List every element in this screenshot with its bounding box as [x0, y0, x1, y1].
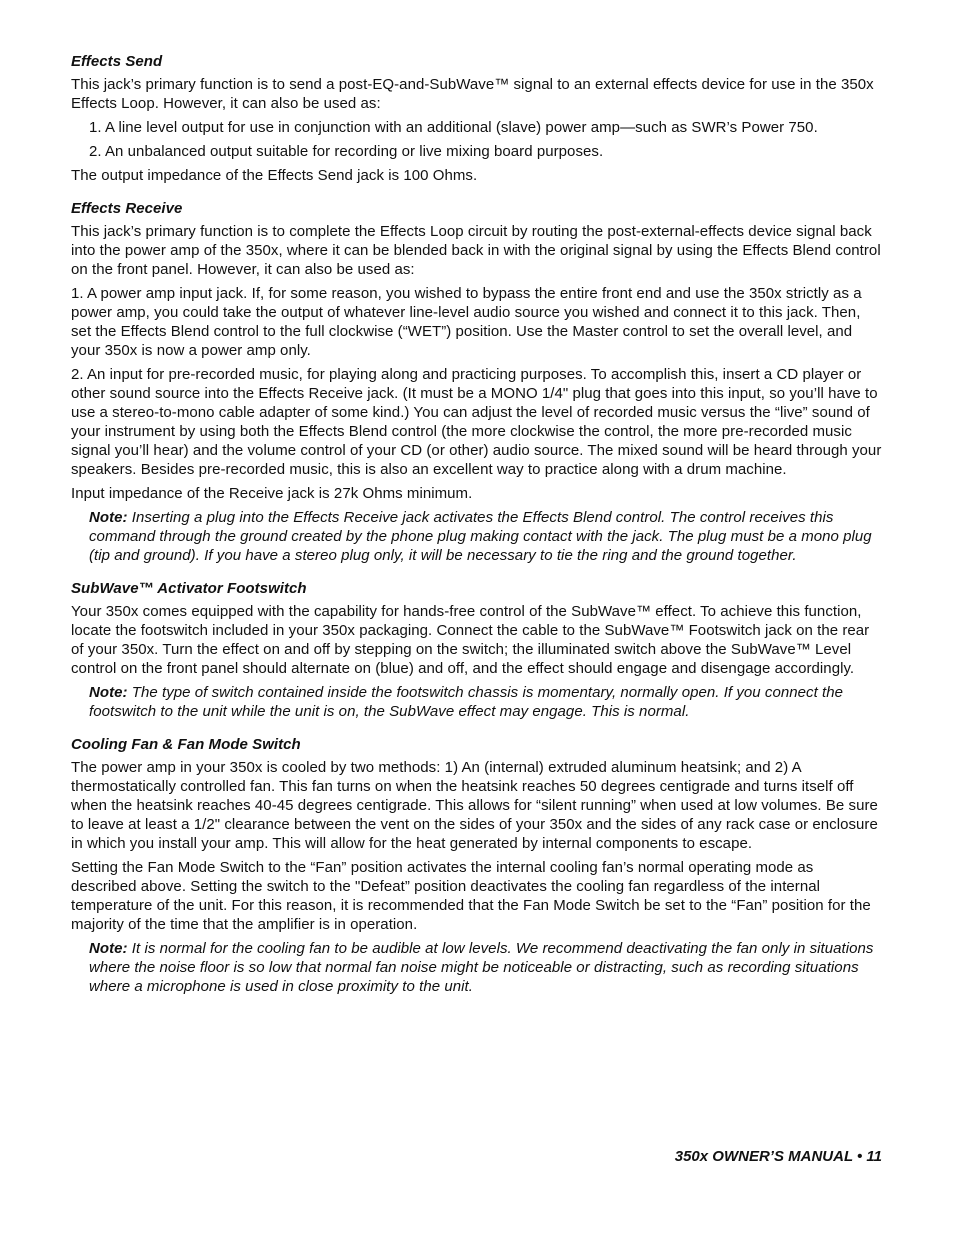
paragraph: This jack’s primary function is to complete the Effects Loop circuit by routing the post-external-effects device signal back into the power amp of the 350x, where it can be blended back in with the original signal by using the Effects Blend control on the front panel. However, it can also be used as:	[71, 223, 881, 278]
paragraph: 1. A power amp input jack. If, for some reason, you wished to bypass the entire front end and use the 350x strictly as a power amp, you could take the output of whatever line-level audio source you wished and connect it to this jack. Then, set the Effects Blend control to the full clockwise (“WET”) position. Use the Master control to set the overall level, and your 350x is now a power amp only.	[71, 285, 862, 359]
list-item: 2. An unbalanced output suitable for recording or live mixing board purposes.	[89, 143, 604, 160]
section-heading: Cooling Fan & Fan Mode Switch	[71, 736, 301, 753]
note-text: It is normal for the cooling fan to be audible at low levels. We recommend deactivating the fan only in situations where the noise floor is so low that normal fan noise might be noticeable or distracting, such as recording situations where a microphone is used in close proximity to the unit.	[89, 940, 874, 995]
paragraph: The output impedance of the Effects Send jack is 100 Ohms.	[71, 167, 478, 184]
section-subwave-footswitch	[71, 579, 883, 721]
note	[71, 939, 883, 996]
list-item: 1. A line level output for use in conjunction with an additional (slave) power amp—such as SWR’s Power 750.	[89, 119, 818, 136]
paragraph: The power amp in your 350x is cooled by two methods: 1) An (internal) extruded aluminum heatsink; and 2) A thermostatically controlled fan. This fan turns on when the heatsink reaches 50 degrees centigrade and turns itself off when the heatsink reaches 40-45 degrees centigrade. This allows for “silent running” when used at low volumes. Be sure to leave at least a 1/2" clearance between the vent on the sides of your 350x and the sides of any rack case or enclosure in which you install your amp. This will allow for the heat generated by internal components to escape.	[71, 759, 878, 852]
paragraph: This jack’s primary function is to send a post-EQ-and-SubWave™ signal to an external effects device for use in the 350x Effects Loop. However, it can also be used as:	[71, 76, 874, 112]
section-effects-receive	[71, 199, 883, 565]
note-label: Note:	[89, 684, 128, 701]
section-heading: Effects Receive	[71, 200, 183, 217]
section-heading: SubWave™ Activator Footswitch	[71, 580, 307, 597]
paragraph: Input impedance of the Receive jack is 27k Ohms minimum.	[71, 485, 473, 502]
paragraph: Setting the Fan Mode Switch to the “Fan” position activates the internal cooling fan’s normal operating mode as described above. Setting the switch to the "Defeat” position deactivates the cooling fan regardless of the internal temperature of the unit. For this reason, it is recommended that the Fan Mode Switch be set to the “Fan” position for the majority of the time that the amplifier is in operation.	[71, 859, 871, 933]
section-effects-send	[71, 52, 883, 185]
paragraph: Your 350x comes equipped with the capability for hands-free control of the SubWave™ effect. To achieve this function, locate the footswitch included in your 350x packaging. Connect the cable to the SubWave™ Footswitch jack on the rear of your 350x. Turn the effect on and off by stepping on the switch; the illuminated switch above the SubWave™ Level control on the front panel should alternate on (blue) and off, and the effect should engage and disengage accordingly.	[71, 603, 870, 677]
note	[71, 683, 883, 721]
note	[71, 508, 883, 565]
page-footer: 350x OWNER’S MANUAL • 11	[674, 1148, 882, 1165]
note-label: Note:	[89, 509, 128, 526]
paragraph: 2. An input for pre-recorded music, for playing along and practicing purposes. To accomplish this, insert a CD player or other sound source into the Effects Receive jack. (It must be a MONO 1/4" plug that goes into this input, so you’ll have to use a stereo-to-mono cable adapter of some kind.) You can adjust the level of recorded music versus the “live” sound of your instrument by using both the Effects Blend control (the more clockwise the control, the more pre-recorded music signal you’ll hear) and the volume control of your CD (or other) audio source. The mixed sound will be heard through your speakers. Besides pre-recorded music, this is also an excellent way to practice along with a drum machine.	[71, 366, 882, 478]
note-text: Inserting a plug into the Effects Receive jack activates the Effects Blend control. The control receives this command through the ground created by the phone plug making contact with the jack. The plug must be a mono plug (tip and ground). If you have a stereo plug only, it will be necessary to tie the ring and the ground together.	[89, 509, 872, 564]
section-cooling-fan	[71, 735, 883, 996]
note-text: The type of switch contained inside the footswitch chassis is momentary, normally open. If you connect the footswitch to the unit while the unit is on, the SubWave effect may engage. This is normal.	[89, 684, 844, 720]
section-heading: Effects Send	[71, 53, 163, 70]
note-label: Note:	[89, 940, 128, 957]
manual-page	[71, 52, 883, 1010]
